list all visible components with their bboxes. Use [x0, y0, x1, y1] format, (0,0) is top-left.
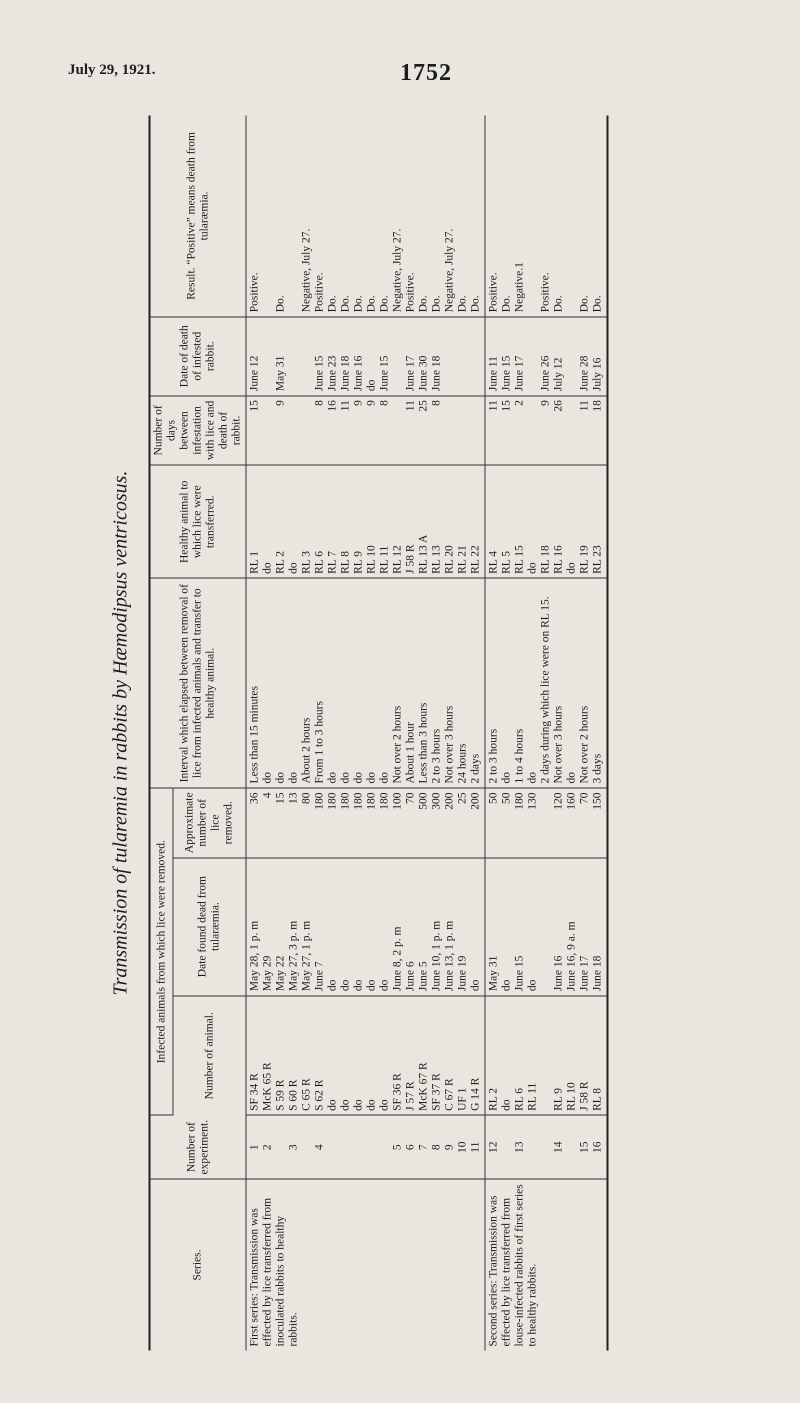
healthy-animal: J 58 R [404, 544, 416, 574]
approx-lice: 4 [261, 791, 273, 798]
healthy-animal: RL 11 [378, 545, 390, 574]
interval-cell [485, 578, 608, 788]
date-found-dead-cell [246, 857, 485, 995]
interval: About 2 hours [300, 717, 312, 783]
result: Positive. [404, 271, 416, 312]
date-found-dead: May 29 [261, 955, 273, 991]
healthy-animal-cell [485, 465, 608, 578]
healthy-animal: RL 23 [591, 544, 603, 574]
date-found-dead: May 22 [274, 955, 286, 991]
interval: Less than 3 hours [417, 702, 429, 783]
approx-lice: 500 [417, 791, 429, 810]
animal-number: S 60 R [287, 1079, 299, 1111]
series-label: First series: Transmission was effected by lice transferred from inoculated rabbits to healthy rabbits. [248, 1197, 299, 1346]
date-of-death: June 18 [430, 355, 442, 391]
date-found-dead: June 16 [552, 955, 564, 991]
date-found-dead: June 17 [578, 955, 590, 991]
days-between [300, 400, 313, 461]
experiment-number [352, 1119, 365, 1174]
experiment-number: 3 [287, 1143, 299, 1150]
date-of-death: June 18 [339, 355, 351, 391]
days-between [526, 400, 539, 461]
interval: do [261, 771, 273, 783]
animal-number: do [365, 1098, 377, 1111]
interval: do [274, 771, 286, 783]
days-between: 18 [591, 399, 603, 412]
date-of-death: June 11 [487, 355, 499, 391]
interval: 1 to 4 hours [513, 728, 525, 783]
interval: 3 days [591, 753, 603, 783]
animal-number: RL 11 [526, 1082, 538, 1111]
approx-lice: 120 [552, 791, 564, 810]
experiment-number: 6 [404, 1143, 416, 1150]
healthy-animal: RL 12 [391, 544, 403, 574]
approx-lice: 200 [469, 791, 481, 810]
approx-lice: 70 [578, 791, 590, 804]
result: Negative, July 27. [391, 228, 403, 312]
result-cell [485, 115, 608, 316]
date-found-dead: June 8, 2 p. m [391, 926, 403, 991]
result [526, 119, 539, 312]
rotated-table-region [100, 115, 770, 1350]
result: Do. [552, 294, 564, 312]
interval: Not over 3 hours [552, 705, 564, 783]
date-found-dead: June 16, 9 a. m [565, 920, 577, 991]
date-of-death: May 31 [274, 355, 286, 391]
page-header [0, 0, 800, 100]
header-approx-lice: Approximate number of lice removed. [173, 787, 246, 857]
animal-number: do [352, 1098, 364, 1111]
date-of-death [391, 321, 404, 391]
result: Do. [339, 294, 351, 312]
date-of-death: June 26 [539, 355, 551, 391]
approx-lice: 36 [248, 791, 260, 804]
header-experiment: Number of experiment. [149, 1115, 246, 1179]
days-between: 9 [365, 399, 377, 406]
approx-lice: 70 [404, 791, 416, 804]
days-between: 16 [326, 399, 338, 412]
header-days-between: Number of days between infestation with lice and death of rabbit. [149, 395, 246, 465]
result: Negative, July 27. [300, 228, 312, 312]
date-found-dead: do [469, 979, 481, 991]
interval: do [287, 771, 299, 783]
approx-lice: 13 [287, 791, 299, 804]
days-between: 11 [404, 399, 416, 411]
page-number: 1752 [400, 60, 452, 86]
experiment-number: 1 [248, 1143, 260, 1150]
animal-number: do [339, 1098, 351, 1111]
animal-number: SF 36 R [391, 1072, 403, 1111]
healthy-animal: do [526, 561, 538, 574]
days-between [456, 400, 469, 461]
date-found-dead: June 7 [313, 960, 325, 991]
days-between-cell [485, 395, 608, 465]
days-between: 15 [248, 399, 260, 412]
approx-lice: 80 [300, 791, 312, 804]
animal-number: SF 34 R [248, 1072, 260, 1111]
days-between-cell [246, 395, 485, 465]
days-between: 26 [552, 399, 564, 412]
date-of-death: June 15 [378, 355, 390, 391]
animal-number: SF 37 R [430, 1072, 442, 1111]
header-date-death: Date of death of infested rabbit. [149, 316, 246, 395]
date-found-dead: do [365, 979, 377, 991]
healthy-animal: do [565, 561, 577, 574]
healthy-animal: RL 21 [456, 544, 468, 574]
animal-number: S 62 R [313, 1079, 325, 1111]
date-of-death: July 12 [552, 357, 564, 391]
interval: From 1 to 3 hours [313, 700, 325, 783]
date-of-death [565, 321, 578, 391]
date-found-dead: May 27, 1 p. m [300, 920, 312, 991]
healthy-animal: RL 16 [552, 544, 564, 574]
experiment-number [565, 1119, 578, 1174]
result: Do. [274, 294, 286, 312]
approx-lice: 180 [513, 791, 525, 810]
animal-number: S 59 R [274, 1079, 286, 1111]
result: Do. [352, 294, 364, 312]
series-row [246, 115, 485, 1350]
days-between [287, 400, 300, 461]
experiment-number: 4 [313, 1143, 325, 1150]
result: Do. [469, 294, 481, 312]
animal-number: RL 6 [513, 1087, 525, 1111]
result: Do. [417, 294, 429, 312]
date-found-dead: June 18 [591, 955, 603, 991]
experiment-number: 12 [487, 1140, 499, 1153]
header-healthy-animal: Healthy animal to which lice were transferred. [149, 465, 246, 578]
experiment-number: 2 [261, 1143, 273, 1150]
animal-number: RL 10 [565, 1081, 577, 1111]
date-of-death [300, 321, 313, 391]
experiment-number [365, 1119, 378, 1174]
healthy-animal: RL 7 [326, 550, 338, 574]
days-between: 8 [313, 399, 325, 406]
experiment-number: 15 [578, 1140, 590, 1153]
animal-number: C 67 R [443, 1077, 455, 1111]
date-found-dead: do [326, 979, 338, 991]
experiment-number [300, 1119, 313, 1174]
healthy-animal: RL 19 [578, 544, 590, 574]
result: Do. [500, 294, 512, 312]
days-between: 11 [578, 399, 590, 411]
interval: 24 hours [456, 743, 468, 783]
healthy-animal: RL 6 [313, 550, 325, 574]
experiment-number [339, 1119, 352, 1174]
date-of-death-cell [246, 316, 485, 395]
series-row [485, 115, 608, 1350]
result: Do. [591, 294, 603, 312]
animal-number-cell [485, 995, 608, 1115]
interval: do [565, 771, 577, 783]
result: Do. [326, 294, 338, 312]
date-of-death [261, 321, 274, 391]
interval: do [339, 771, 351, 783]
animal-number: G 14 R [469, 1077, 481, 1111]
date-found-dead: do [526, 979, 538, 991]
experiment-number: 13 [513, 1140, 525, 1153]
date-found-dead-cell [485, 857, 608, 995]
animal-number: do [500, 1098, 512, 1111]
interval: 2 days [469, 753, 481, 783]
approx-lice: 50 [500, 791, 512, 804]
date-found-dead: June 5 [417, 960, 429, 991]
animal-number: RL 9 [552, 1087, 564, 1111]
approx-lice-cell [485, 787, 608, 857]
date-of-death: June 12 [248, 355, 260, 391]
date-of-death: June 16 [352, 355, 364, 391]
animal-number: UF 1 [456, 1087, 468, 1111]
interval: do [326, 771, 338, 783]
approx-lice-cell [246, 787, 485, 857]
interval: 2 days during which lice were on RL 15. [539, 595, 551, 783]
animal-number: McK 67 R [417, 1061, 429, 1111]
date-of-death: do [365, 379, 377, 391]
interval: Not over 2 hours [578, 705, 590, 783]
approx-lice: 180 [352, 791, 364, 810]
date-of-death [469, 321, 482, 391]
table-caption: Transmission of tularemia in rabbits by Hæmodipsus ventricosus. [109, 470, 131, 995]
date-found-dead: do [500, 979, 512, 991]
healthy-animal: RL 13 [430, 544, 442, 574]
experiment-number: 7 [417, 1143, 429, 1150]
animal-number: J 58 R [578, 1081, 590, 1111]
days-between: 8 [430, 399, 442, 406]
approx-lice: 130 [526, 791, 538, 810]
date-of-death: June 30 [417, 355, 429, 391]
date-found-dead: do [378, 979, 390, 991]
experiment-number: 5 [391, 1143, 403, 1150]
date-of-death: June 28 [578, 355, 590, 391]
interval-cell [246, 578, 485, 788]
days-between [565, 400, 578, 461]
animal-number: C 65 R [300, 1077, 312, 1111]
date-of-death: June 17 [513, 355, 525, 391]
interval: 2 to 3 hours [430, 728, 442, 783]
healthy-animal: RL 5 [500, 550, 512, 574]
table-body [246, 115, 608, 1350]
result: Positive. [313, 271, 325, 312]
result [261, 119, 274, 312]
experiment-number [526, 1119, 539, 1174]
days-between [261, 400, 274, 461]
date-found-dead: June 6 [404, 960, 416, 991]
animal-number: McK 65 R [261, 1061, 273, 1111]
experiment-number: 14 [552, 1140, 564, 1153]
interval: About 1 hour [404, 721, 416, 783]
date-of-death: June 23 [326, 355, 338, 391]
healthy-animal: RL 9 [352, 550, 364, 574]
header-animal-number: Number of animal. [173, 995, 246, 1115]
experiment-number-cell [485, 1115, 608, 1179]
healthy-animal-cell [246, 465, 485, 578]
result: Do. [430, 294, 442, 312]
header-interval: Interval which elapsed between removal of lice from infected animals and transfer to healthy animal. [149, 578, 246, 788]
interval: do [365, 771, 377, 783]
date-of-death [526, 321, 539, 391]
approx-lice: 180 [339, 791, 351, 810]
interval: do [378, 771, 390, 783]
healthy-animal: RL 1 [248, 550, 260, 574]
days-between: 2 [513, 399, 525, 406]
healthy-animal: RL 4 [487, 550, 499, 574]
approx-lice: 15 [274, 791, 286, 804]
days-between: 9 [352, 399, 364, 406]
experiment-number [378, 1119, 391, 1174]
interval: Less than 15 minutes [248, 685, 260, 783]
healthy-animal: RL 2 [274, 550, 286, 574]
date-found-dead: May 31 [487, 955, 499, 991]
approx-lice: 180 [365, 791, 377, 810]
days-between: 11 [487, 399, 499, 411]
result [565, 119, 578, 312]
result-cell [246, 115, 485, 316]
interval: do [500, 771, 512, 783]
days-between [443, 400, 456, 461]
experiment-number [274, 1119, 287, 1174]
approx-lice: 100 [391, 791, 403, 810]
experiment-number [500, 1119, 513, 1174]
approx-lice: 200 [443, 791, 455, 810]
header-result: Result. “Positive” means death from tularæmia. [149, 115, 246, 316]
animal-number-cell [246, 995, 485, 1115]
tularemia-table [148, 115, 608, 1350]
result: Positive. [248, 271, 260, 312]
healthy-animal: RL 3 [300, 550, 312, 574]
experiment-number-cell [246, 1115, 485, 1179]
approx-lice [539, 792, 552, 853]
result: Do. [456, 294, 468, 312]
animal-number: RL 2 [487, 1087, 499, 1111]
result: Do. [365, 294, 377, 312]
healthy-animal: RL 20 [443, 544, 455, 574]
healthy-animal: RL 15 [513, 544, 525, 574]
approx-lice: 300 [430, 791, 442, 810]
days-between: 9 [539, 399, 551, 406]
animal-number: J 57 R [404, 1081, 416, 1111]
experiment-number: 10 [456, 1140, 468, 1153]
days-between [469, 400, 482, 461]
healthy-animal: RL 8 [339, 550, 351, 574]
approx-lice: 160 [565, 791, 577, 810]
result: Do. [378, 294, 390, 312]
date-found-dead: June 13, 1 p. m [443, 920, 455, 991]
healthy-animal: do [261, 561, 273, 574]
date-found-dead: June 19 [456, 955, 468, 991]
approx-lice: 180 [326, 791, 338, 810]
date-found-dead: do [352, 979, 364, 991]
healthy-animal: do [287, 561, 299, 574]
experiment-number: 16 [591, 1140, 603, 1153]
interval: do [352, 771, 364, 783]
date-of-death: June 15 [500, 355, 512, 391]
experiment-number: 8 [430, 1143, 442, 1150]
header-series: Series. [149, 1179, 246, 1350]
days-between: 15 [500, 399, 512, 412]
header-infected-group: Infected animals from which lice were removed. [149, 787, 173, 1114]
interval: 2 to 3 hours [487, 728, 499, 783]
animal-number: RL 8 [591, 1087, 603, 1111]
result: Negative.1 [513, 261, 525, 312]
days-between: 11 [339, 399, 351, 411]
healthy-animal: RL 10 [365, 544, 377, 574]
date-found-dead: June 10, 1 p. m [430, 920, 442, 991]
result: Positive. [487, 271, 499, 312]
date-found-dead: June 15 [513, 955, 525, 991]
animal-number [539, 1000, 552, 1111]
interval: Not over 3 hours [443, 705, 455, 783]
header-date-found-dead: Date found dead from tularæmia. [173, 857, 246, 995]
interval: Not over 2 hours [391, 705, 403, 783]
animal-number: do [378, 1098, 390, 1111]
approx-lice: 50 [487, 791, 499, 804]
interval: do [526, 771, 538, 783]
series-label: Second series: Transmission was effected by lice transferred from louse-infected rabbits of first series to healthy rabbits. [485, 1179, 608, 1350]
approx-lice: 180 [313, 791, 325, 810]
experiment-number: 9 [443, 1143, 455, 1150]
date-found-dead [539, 862, 552, 991]
result: Do. [578, 294, 590, 312]
days-between: 25 [417, 399, 429, 412]
date-of-death [456, 321, 469, 391]
healthy-animal: RL 18 [539, 544, 551, 574]
days-between [391, 400, 404, 461]
date-of-death-cell [485, 316, 608, 395]
date-of-death: July 16 [591, 357, 603, 391]
result [287, 119, 300, 312]
result: Negative, July 27. [443, 228, 455, 312]
date-of-death: June 15 [313, 355, 325, 391]
date-found-dead: May 27, 3 p. m [287, 920, 299, 991]
days-between: 9 [274, 399, 286, 406]
approx-lice: 150 [591, 791, 603, 810]
approx-lice: 180 [378, 791, 390, 810]
days-between: 8 [378, 399, 390, 406]
healthy-animal: RL 22 [469, 544, 481, 574]
experiment-number [539, 1119, 552, 1174]
healthy-animal: RL 13 A [417, 534, 429, 574]
date-of-death: June 17 [404, 355, 416, 391]
experiment-number: 11 [469, 1141, 481, 1153]
date-of-death [443, 321, 456, 391]
date-found-dead: May 28, 1 p. m [248, 920, 260, 991]
result: Positive. [539, 271, 551, 312]
animal-number: do [326, 1098, 338, 1111]
date-of-death [287, 321, 300, 391]
approx-lice: 25 [456, 791, 468, 804]
experiment-number [326, 1119, 339, 1174]
issue-date: July 29, 1921. [68, 62, 156, 78]
date-found-dead: do [339, 979, 351, 991]
